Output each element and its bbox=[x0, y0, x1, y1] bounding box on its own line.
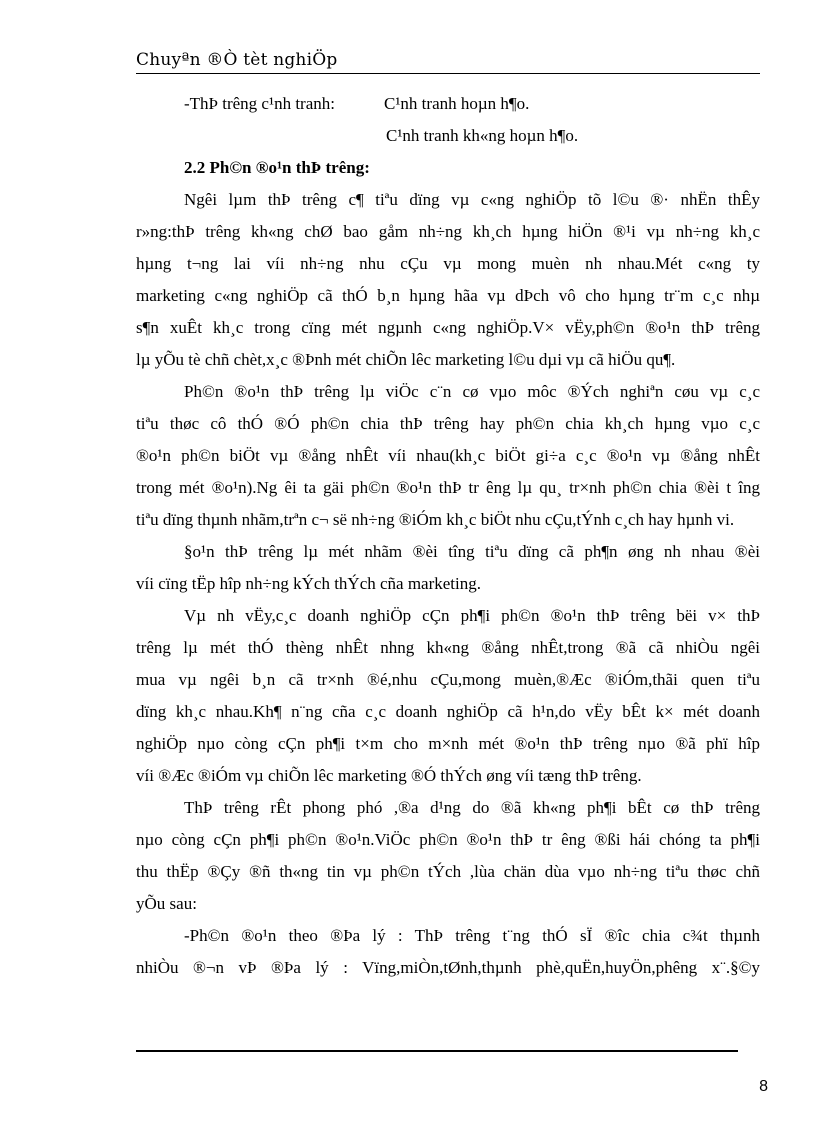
page-number: 8 bbox=[759, 1078, 768, 1095]
competition-label: -ThÞ trêng c¹nh tranh: bbox=[184, 94, 335, 113]
paragraph-line: r»ng:thÞ trêng kh«ng chØ bao gåm nh÷ng kh¸ch hµng hiÖn ®¹i vµ nh÷ng kh¸c bbox=[136, 222, 760, 241]
paragraph-line: víi ®Æc ®iÓm vµ chiÕn lêc marketing ®Ó thÝch øng víi tæng thÞ trêng. bbox=[136, 766, 642, 785]
paragraph-line: hµng t¬ng lai víi nh÷ng nhu cÇu vµ mong muèn nh nhau.Mét c«ng ty bbox=[136, 254, 760, 273]
market-competition-line-2 bbox=[136, 120, 760, 152]
paragraph-line: nhiÒu ®¬n vÞ ®Þa lý : Vïng,miÒn,tØnh,thµnh phè,quËn,huyÖn,phêng x¨.§©y bbox=[136, 958, 760, 977]
paragraph-line: ThÞ trêng rÊt phong phó ,®a d¹ng do ®ã kh«ng ph¶i bÊt cø thÞ trêng bbox=[184, 798, 760, 817]
paragraph-line: Ngêi lµm thÞ trêng c¶ tiªu dïng vµ c«ng nghiÖp tõ l©u ®· nhËn thÊy bbox=[184, 190, 760, 209]
page-body bbox=[136, 88, 760, 984]
running-header: Chuyªn ®Ò tèt nghiÖp bbox=[136, 50, 338, 70]
competition-option-1: C¹nh tranh hoµn h¶o. bbox=[384, 94, 530, 113]
market-competition-line-1 bbox=[136, 88, 760, 120]
paragraph-line: trêng lµ mét thÓ thèng nhÊt nhng kh«ng ®ång nhÊt,trong ®ã cã nhiÒu ngêi bbox=[136, 638, 760, 657]
paragraph-line: nµo còng cÇn ph¶i ph©n ®o¹n.ViÖc ph©n ®o¹n thÞ tr êng ®ßi hái chóng ta ph¶i bbox=[136, 830, 760, 849]
paragraph-line: nghiÖp nµo còng cÇn ph¶i t×m cho m×nh mét ®o¹n thÞ trêng nµo ®ã phï hîp bbox=[136, 734, 760, 753]
paragraph-line: ®o¹n ph©n biÖt vµ ®ång nhÊt víi nhau(kh¸c biÖt gi÷a c¸c ®o¹n vµ ®ång nhÊt bbox=[136, 446, 760, 465]
paragraph-line: tiªu dïng thµnh nhãm,trªn c¬ së nh÷ng ®iÓm kh¸c biÖt nhu cÇu,tÝnh c¸ch hay hµnh vi. bbox=[136, 510, 735, 529]
paragraph-line: mua vµ ngêi b¸n cã tr×nh ®é,nhu cÇu,mong muèn,®Æc ®iÓm,thãi quen tiªu bbox=[136, 670, 760, 689]
paragraph-line: víi cïng tËp hîp nh÷ng kÝch thÝch cña marketing. bbox=[136, 574, 482, 593]
paragraph-line: Ph©n ®o¹n thÞ trêng lµ viÖc c¨n cø vµo môc ®Ých nghiªn cøu vµ c¸c bbox=[184, 382, 760, 401]
paragraph-line: Vµ nh vËy,c¸c doanh nghiÖp cÇn ph¶i ph©n ®o¹n thÞ trêng bëi v× thÞ bbox=[184, 606, 760, 625]
paragraph-line: dïng kh¸c nhau.Kh¶ n¨ng cña c¸c doanh nghiÖp cã h¹n,do vËy bÊt k× mét doanh bbox=[136, 702, 760, 721]
paragraph-line: thu thËp ®Çy ®ñ th«ng tin vµ ph©n tÝch ,lùa chän dùa vµo nh÷ng tiªu thøc chñ bbox=[136, 862, 760, 881]
paragraph-line: §o¹n thÞ trêng lµ mét nhãm ®èi tîng tiªu dïng cã ph¶n øng nh nhau ®èi bbox=[184, 542, 760, 561]
paragraph-line: marketing c«ng nghiÖp cã thÓ b¸n hµng hãa vµ dÞch vô cho hµng tr¨m c¸c nhµ bbox=[136, 286, 760, 305]
section-heading: 2.2 Ph©n ®o¹n thÞ trêng: bbox=[184, 158, 370, 177]
paragraph-line: trong mét ®o¹n).Ng êi ta gäi ph©n ®o¹n thÞ tr êng lµ qu¸ tr×nh ph©n chia ®èi t îng bbox=[136, 478, 760, 497]
paragraph-line: tiªu thøc cô thÓ ®Ó ph©n chia thÞ trêng hay ph©n chia kh¸ch hµng vµo c¸c bbox=[136, 414, 760, 433]
competition-option-2: C¹nh tranh kh«ng hoµn h¶o. bbox=[386, 126, 579, 145]
paragraph-line: yÕu sau: bbox=[136, 894, 197, 913]
footer-rule bbox=[136, 1050, 738, 1052]
paragraph-line: lµ yÕu tè chñ chèt,x¸c ®Þnh mét chiÕn lêc marketing l©u dµi vµ cã hiÖu qu¶. bbox=[136, 350, 676, 369]
paragraph-line: -Ph©n ®o¹n theo ®Þa lý : ThÞ trêng t¨ng thÓ sÏ ®îc chia c¾t thµnh bbox=[184, 926, 760, 945]
header-rule bbox=[136, 73, 760, 74]
paragraph-line: s¶n xuÊt kh¸c trong cïng mét ngµnh c«ng nghiÖp.V× vËy,ph©n ®o¹n thÞ trêng bbox=[136, 318, 760, 337]
